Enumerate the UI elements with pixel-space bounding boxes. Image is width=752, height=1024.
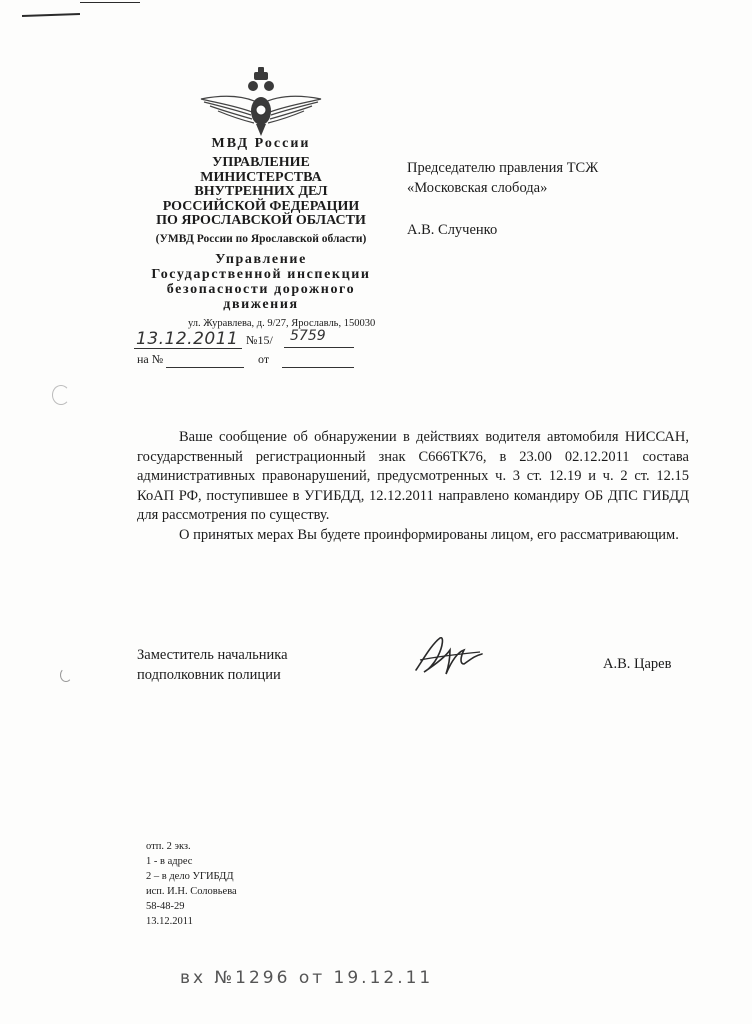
header-gibdd-line: движения xyxy=(223,297,299,312)
footer-line: 13.12.2011 xyxy=(146,916,193,927)
header-ministry-line: ВНУТРЕННИХ ДЕЛ xyxy=(194,184,328,199)
signatory-position xyxy=(137,645,288,685)
scan-smudge xyxy=(60,668,72,682)
signatory-position-line2: подполковник полиции xyxy=(137,667,281,683)
footer-line: исп. И.Н. Соловьева xyxy=(146,886,237,897)
scan-smudge xyxy=(52,385,70,405)
letter-body xyxy=(137,428,689,545)
footer-line: 1 - в адрес xyxy=(146,856,193,867)
footer-line: 58-48-29 xyxy=(146,901,185,912)
scan-artifact-line xyxy=(80,2,140,3)
header-mvd: МВД России xyxy=(211,136,311,151)
recipient-name: А.В. Слученко xyxy=(407,222,498,238)
header-ministry xyxy=(130,156,392,229)
header-address: ул. Журавлева, д. 9/27, Ярославль, 150030 xyxy=(188,318,376,329)
handwritten-signature-icon xyxy=(410,630,490,680)
incoming-registration-note: вх №1296 от 19.12.11 xyxy=(180,968,434,988)
signatory-position-line1: Заместитель начальника xyxy=(137,647,288,663)
body-paragraph: Ваше сообщение об обнаружении в действиях водителя автомобиля НИССАН, государственный регистрационный знак С666ТК76, в 23.00 02.12.2011 состава административных правонарушений, предусмотренных ч. 3 ст. 12.19 и ч. 2 ст. 12.15 КоАП РФ, поступившее в УГИБДД, 12.12.2011 направлено командиру ОБ ДПС ГИБДД для рассмотрения по существу. xyxy=(137,429,689,523)
footer-line: отп. 2 экз. xyxy=(146,841,191,852)
recipient-line2: «Московская слобода» xyxy=(407,180,548,196)
header-ministry-line: РОССИЙСКОЙ ФЕДЕРАЦИИ xyxy=(162,198,360,214)
reference-label: на № xyxy=(137,352,164,366)
header-gibdd-line: безопасности дорожного xyxy=(166,282,356,297)
reference-date-label: от xyxy=(258,352,270,366)
registration-number: 5759 xyxy=(290,328,326,344)
recipient-line1: Председателю правления ТСЖ xyxy=(407,160,599,176)
registration-date: 13.12.2011 xyxy=(136,329,239,349)
registration-number-label: №15/ xyxy=(246,333,273,347)
header-ministry-line: УПРАВЛЕНИЕ xyxy=(212,155,310,170)
header-gibdd xyxy=(130,252,392,312)
header-ministry-line: ПО ЯРОСЛАВСКОЙ ОБЛАСТИ xyxy=(156,213,366,228)
footer-line: 2 – в дело УГИБДД xyxy=(146,871,234,882)
header-short-name: (УМВД России по Ярославской области) xyxy=(155,233,367,245)
reference-date-line xyxy=(282,367,354,368)
reference-number-line xyxy=(166,367,244,368)
mvd-emblem-icon xyxy=(196,66,326,138)
signatory-name: А.В. Царев xyxy=(603,656,672,672)
header-ministry-line: МИНИСТЕРСТВА xyxy=(200,169,322,185)
registration-date-line xyxy=(134,348,242,349)
header-gibdd-line: Государственной инспекции xyxy=(151,267,371,282)
scan-artifact-line xyxy=(22,13,80,17)
registration-number-line xyxy=(284,347,354,348)
footer-notes xyxy=(146,839,237,929)
body-paragraph: О принятых мерах Вы будете проинформированы лицом, его рассматривающим. xyxy=(179,526,679,543)
header-gibdd-line: Управление xyxy=(215,252,307,267)
